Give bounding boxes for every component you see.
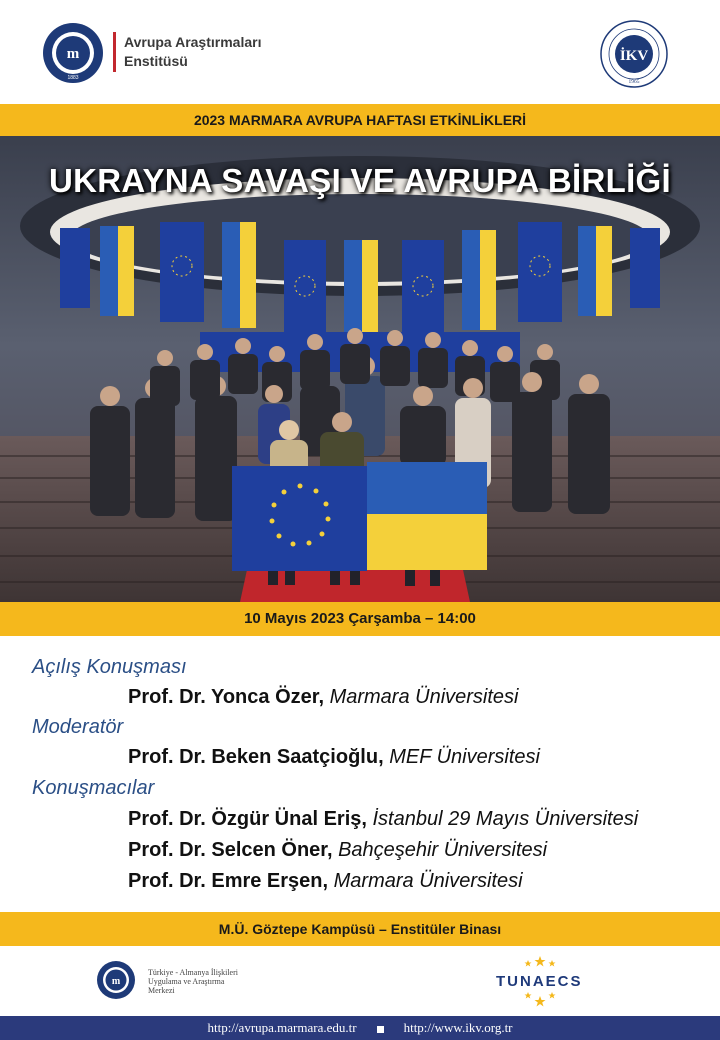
svg-text:m: m <box>111 976 121 987</box>
speaker-item <box>128 839 547 862</box>
research-center-line3: Merkezi <box>148 986 175 995</box>
url-bar <box>0 1016 720 1040</box>
venue-band: M.Ü. Göztepe Kampüsü – Enstitüler Binası <box>0 912 720 946</box>
program-section <box>0 636 720 912</box>
marmara-university-logo <box>42 22 104 84</box>
event-series-band: 2023 MARMARA AVRUPA HAFTASI ETKİNLİKLERİ <box>0 104 720 136</box>
speakers-label: Konuşmacılar <box>32 777 155 799</box>
research-center-line1: Türkiye - Almanya İlişkileri <box>148 968 238 977</box>
speaker-item <box>128 808 638 831</box>
marmara-url-link[interactable]: http://avrupa.marmara.edu.tr <box>207 1020 357 1035</box>
opening-speaker-affiliation: Marmara Üniversitesi <box>329 686 519 708</box>
eu-flag <box>232 466 367 571</box>
event-photo <box>0 136 720 602</box>
speaker-affiliation: Bahçeşehir Üniversitesi <box>338 839 548 861</box>
opening-speaker-name: Prof. Dr. Yonca Özer, <box>128 686 324 708</box>
speaker-affiliation: İstanbul 29 Mayıs Üniversitesi <box>372 808 639 830</box>
tunaecs-wordmark: TUNAECS <box>496 973 583 990</box>
institute-name <box>124 33 261 71</box>
research-center-line2: Uygulama ve Araştırma <box>148 977 225 986</box>
research-center-name <box>148 968 238 995</box>
speaker-affiliation: Marmara Üniversitesi <box>333 870 523 892</box>
header <box>0 0 720 104</box>
brand-divider <box>113 32 116 72</box>
ukraine-flag <box>367 462 487 570</box>
svg-text:m: m <box>66 46 80 62</box>
opening-speech-label: Açılış Konuşması <box>32 656 187 678</box>
svg-text:1883: 1883 <box>67 75 79 81</box>
moderator <box>128 746 540 769</box>
svg-text:İKV: İKV <box>619 48 649 64</box>
moderator-label: Moderatör <box>32 716 124 738</box>
footer-logos <box>0 946 720 1016</box>
ikv-logo <box>600 20 668 88</box>
ikv-url-link[interactable]: http://www.ikv.org.tr <box>403 1020 513 1035</box>
speaker-name: Prof. Dr. Özgür Ünal Eriş, <box>128 808 367 830</box>
moderator-affiliation: MEF Üniversitesi <box>389 746 540 768</box>
event-date-band: 10 Mayıs 2023 Çarşamba – 14:00 <box>0 602 720 636</box>
event-title: UKRAYNA SAVAŞI VE AVRUPA BİRLİĞİ <box>48 162 671 199</box>
speaker-name: Prof. Dr. Emre Erşen, <box>128 870 329 892</box>
url-separator <box>377 1026 384 1033</box>
opening-speaker <box>128 686 519 709</box>
marmara-university-small-logo <box>96 960 136 1000</box>
moderator-name: Prof. Dr. Beken Saatçioğlu, <box>128 746 384 768</box>
svg-text:1965: 1965 <box>628 79 640 85</box>
speaker-name: Prof. Dr. Selcen Öner, <box>128 839 333 861</box>
institute-name-line2: Enstitüsü <box>124 53 188 69</box>
institute-name-line1: Avrupa Araştırmaları <box>124 34 262 50</box>
speaker-item <box>128 870 523 893</box>
